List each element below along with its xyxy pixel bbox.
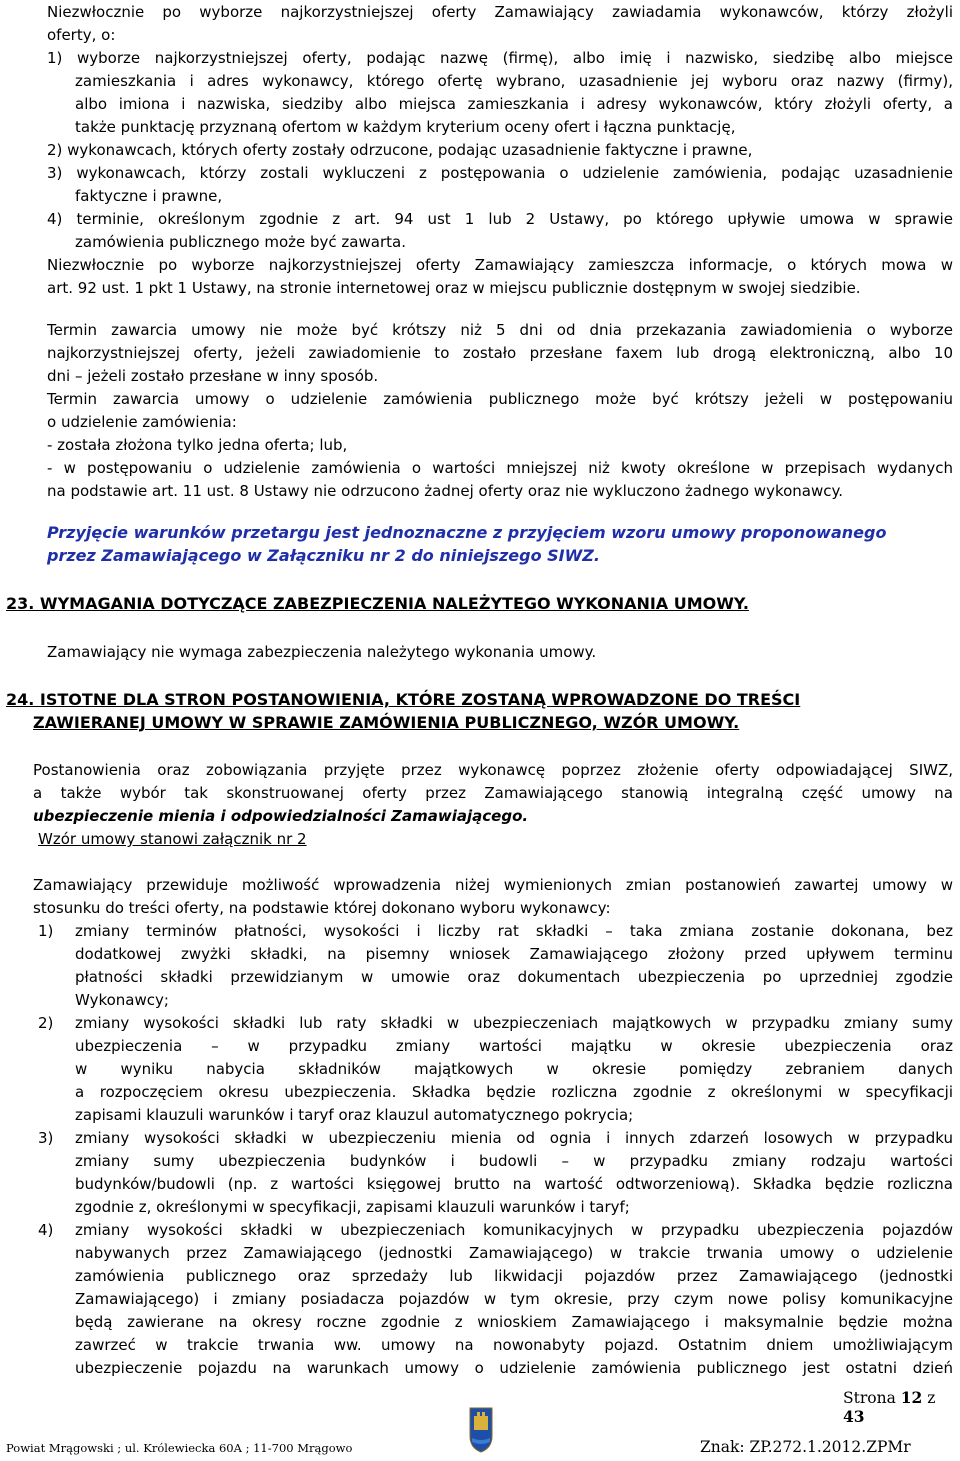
text-line: Wzór umowy stanowi załącznik nr 2 — [38, 830, 307, 848]
text-line: a także wybór tak skonstruowanej oferty przez Zamawiającego stanowią integralną część umowy na — [33, 784, 953, 802]
text-line: Zamawiającego) i zmiany posiadacza pojazdów w tym okresie, przy czym nowe polisy komunikacyjne — [75, 1290, 953, 1308]
text-line: 4) — [38, 1221, 54, 1239]
text-line: Zamawiający przewiduje możliwość wprowadzenia niżej wymienionych zmian postanowień zawartej umowy w — [33, 876, 953, 894]
text-line: zmiany wysokości składki w ubezpieczeniach komunikacyjnych w przypadku ubezpieczenia pojazdów — [75, 1221, 953, 1239]
text-line: najkorzystniejszej oferty, jeżeli zawiadomienie to zostało przesłane faxem lub drogą elektroniczną, albo 10 — [47, 344, 953, 362]
text-line: Postanowienia oraz zobowiązania przyjęte przez wykonawcę poprzez złożenie oferty odpowiadającej SIWZ, — [33, 761, 953, 779]
text-line: - została złożona tylko jedna oferta; lub, — [47, 436, 348, 454]
text-line: zawrzeć w trakcie trwania ww. umowy na nowonabyty pojazd. Ostatnim dniem umożliwiającym — [75, 1336, 953, 1354]
text-line: dni – jeżeli zostało przesłane w inny sposób. — [47, 367, 379, 385]
text-line: zmiany sumy ubezpieczenia budynków i budowli – w przypadku zmiany rodzaju wartości — [75, 1152, 953, 1170]
text-line: zapisami klauzuli warunków i taryf oraz klauzul automatycznego pokrycia; — [75, 1106, 634, 1124]
text-line: w wyniku nabycia składników majątkowych w okresie pomiędzy zebraniem danych — [75, 1060, 953, 1078]
text-line: zamówienia publicznego oraz sprzedaży lub likwidacji pojazdów przez Zamawiającego (jednostki — [75, 1267, 953, 1285]
text-line: faktyczne i prawne, — [75, 187, 223, 205]
text-line: ubezpieczenia – w przypadku zmiany wartości majątku w okresie ubezpieczenia oraz — [75, 1037, 953, 1055]
text-line: zmiany wysokości składki w ubezpieczeniu mienia od ognia i innych zdarzeń losowych w przypadku — [75, 1129, 953, 1147]
text-line: zgodnie z, określonymi w specyfikacji, zapisami klauzuli warunków i taryf; — [75, 1198, 630, 1216]
text-line: albo imiona i nazwiska, siedziby albo miejsca zamieszkania i adresy wykonawców, który złożyli oferty, a — [75, 95, 953, 113]
text-line: 24. ISTOTNE DLA STRON POSTANOWIENIA, KTÓRE ZOSTANĄ WPROWADZONE DO TREŚCI — [6, 690, 801, 709]
text-line: 1) wyborze najkorzystniejszej oferty, podając nazwę (firmę), albo imię i nazwisko, siedzibę albo miejsce — [47, 49, 953, 67]
text-line: Zamawiający nie wymaga zabezpieczenia należytego wykonania umowy. — [47, 643, 597, 661]
text-line: 2) — [38, 1014, 54, 1032]
text-line: Termin zawarcia umowy o udzielenie zamówienia publicznego może być krótszy jeżeli w postępowaniu — [47, 390, 953, 408]
coat-of-arms-icon — [468, 1406, 494, 1454]
text-line: zmiany terminów płatności, wysokości i liczby rat składki – taka zmiana zostanie dokonana, bez — [75, 922, 953, 940]
text-line: będą zawierane na okresy roczne zgodnie z wnioskiem Zamawiającego i maksymalnie będzie można — [75, 1313, 953, 1331]
text-line: Przyjęcie warunków przetargu jest jednoznaczne z przyjęciem wzoru umowy proponowanego — [47, 523, 887, 542]
text-line: na podstawie art. 11 ust. 8 Ustawy nie odrzucono żadnej oferty oraz nie wykluczono żadnego wykonawcy. — [47, 482, 843, 500]
text-line: a rozpoczęciem okresu ubezpieczenia. Składka będzie rozliczna zgodnie z określonymi w specyfikacji — [75, 1083, 953, 1101]
text-line: 1) — [38, 922, 54, 940]
text-line: Niezwłocznie po wyborze najkorzystniejszej oferty Zamawiający zawiadamia wykonawców, którzy złożyli — [47, 3, 953, 21]
footer-reference: Znak: ZP.272.1.2012.ZPMr — [700, 1438, 911, 1456]
footer-address: Powiat Mrągowski ; ul. Królewiecka 60A ; 11-700 Mrągowo — [6, 1441, 353, 1455]
text-line: 4) terminie, określonym zgodnie z art. 94 ust 1 lub 2 Ustawy, po którego upływie umowa w sprawie — [47, 210, 953, 228]
text-line: 3) — [38, 1129, 54, 1147]
text-line: 3) wykonawcach, którzy zostali wykluczeni z postępowania o udzielenie zamówienia, podając uzasadnienie — [47, 164, 953, 182]
text-line: oferty, o: — [47, 26, 116, 44]
text-line: art. 92 ust. 1 pkt 1 Ustawy, na stronie internetowej oraz w miejscu publicznie dostępnym w swojej siedzibie. — [47, 279, 861, 297]
text-line: o udzielenie zamówienia: — [47, 413, 237, 431]
text-line: zmiany wysokości składki lub raty składki w ubezpieczeniach majątkowych w przypadku zmiany sumy — [75, 1014, 953, 1032]
text-line: - w postępowaniu o udzielenie zamówienia o wartości mniejszej niż kwoty określone w przepisach wydanych — [47, 459, 953, 477]
text-line: budynków/budowli (np. z wartości księgowej brutto na wartość odtworzeniową). Składka będzie rozliczna — [75, 1175, 953, 1193]
text-line: nabywanych przez Zamawiającego (jednostki Zamawiającego) w trakcie trwania umowy o udzielenie — [75, 1244, 953, 1262]
text-line: Wykonawcy; — [75, 991, 169, 1009]
text-line: 2) wykonawcach, których oferty zostały odrzucone, podając uzasadnienie faktyczne i prawne, — [47, 141, 753, 159]
text-line: Termin zawarcia umowy nie może być krótszy niż 5 dni od dnia przekazania zawiadomienia o wyborze — [47, 321, 953, 339]
text-line: 23. WYMAGANIA DOTYCZĄCE ZABEZPIECZENIA NALEŻYTEGO WYKONANIA UMOWY. — [6, 594, 749, 613]
text-line: Niezwłocznie po wyborze najkorzystniejszej oferty Zamawiający zamieszcza informacje, o których mowa w — [47, 256, 953, 274]
text-line: ubezpieczenie mienia i odpowiedzialności Zamawiającego. — [33, 807, 529, 825]
text-line: dodatkowej zwyżki składki, na pisemny wniosek Zamawiającego złożony przed upływem terminu — [75, 945, 953, 963]
page-number: Strona 12 z 43 — [843, 1388, 936, 1426]
text-line: ZAWIERANEJ UMOWY W SPRAWIE ZAMÓWIENIA PUBLICZNEGO, WZÓR UMOWY. — [33, 713, 740, 732]
text-line: zamówienia publicznego może być zawarta. — [75, 233, 406, 251]
text-line: ubezpieczenie pojazdu na warunkach umowy o udzielenie zamówienia publicznego jest ostatni dzień — [75, 1359, 953, 1377]
text-line: zamieszkania i adres wykonawcy, którego ofertę wybrano, uzasadnienie jej wyboru oraz nazwy (firmy), — [75, 72, 953, 90]
text-line: przez Zamawiającego w Załączniku nr 2 do niniejszego SIWZ. — [47, 546, 600, 565]
text-line: płatności składki przewidzianym w umowie oraz dokumentach ubezpieczenia po uprzedniej zgodzie — [75, 968, 953, 986]
text-line: także punktację przyznaną ofertom w każdym kryterium oceny ofert i łączna punktację, — [75, 118, 736, 136]
text-line: stosunku do treści oferty, na podstawie której dokonano wyboru wykonawcy: — [33, 899, 611, 917]
